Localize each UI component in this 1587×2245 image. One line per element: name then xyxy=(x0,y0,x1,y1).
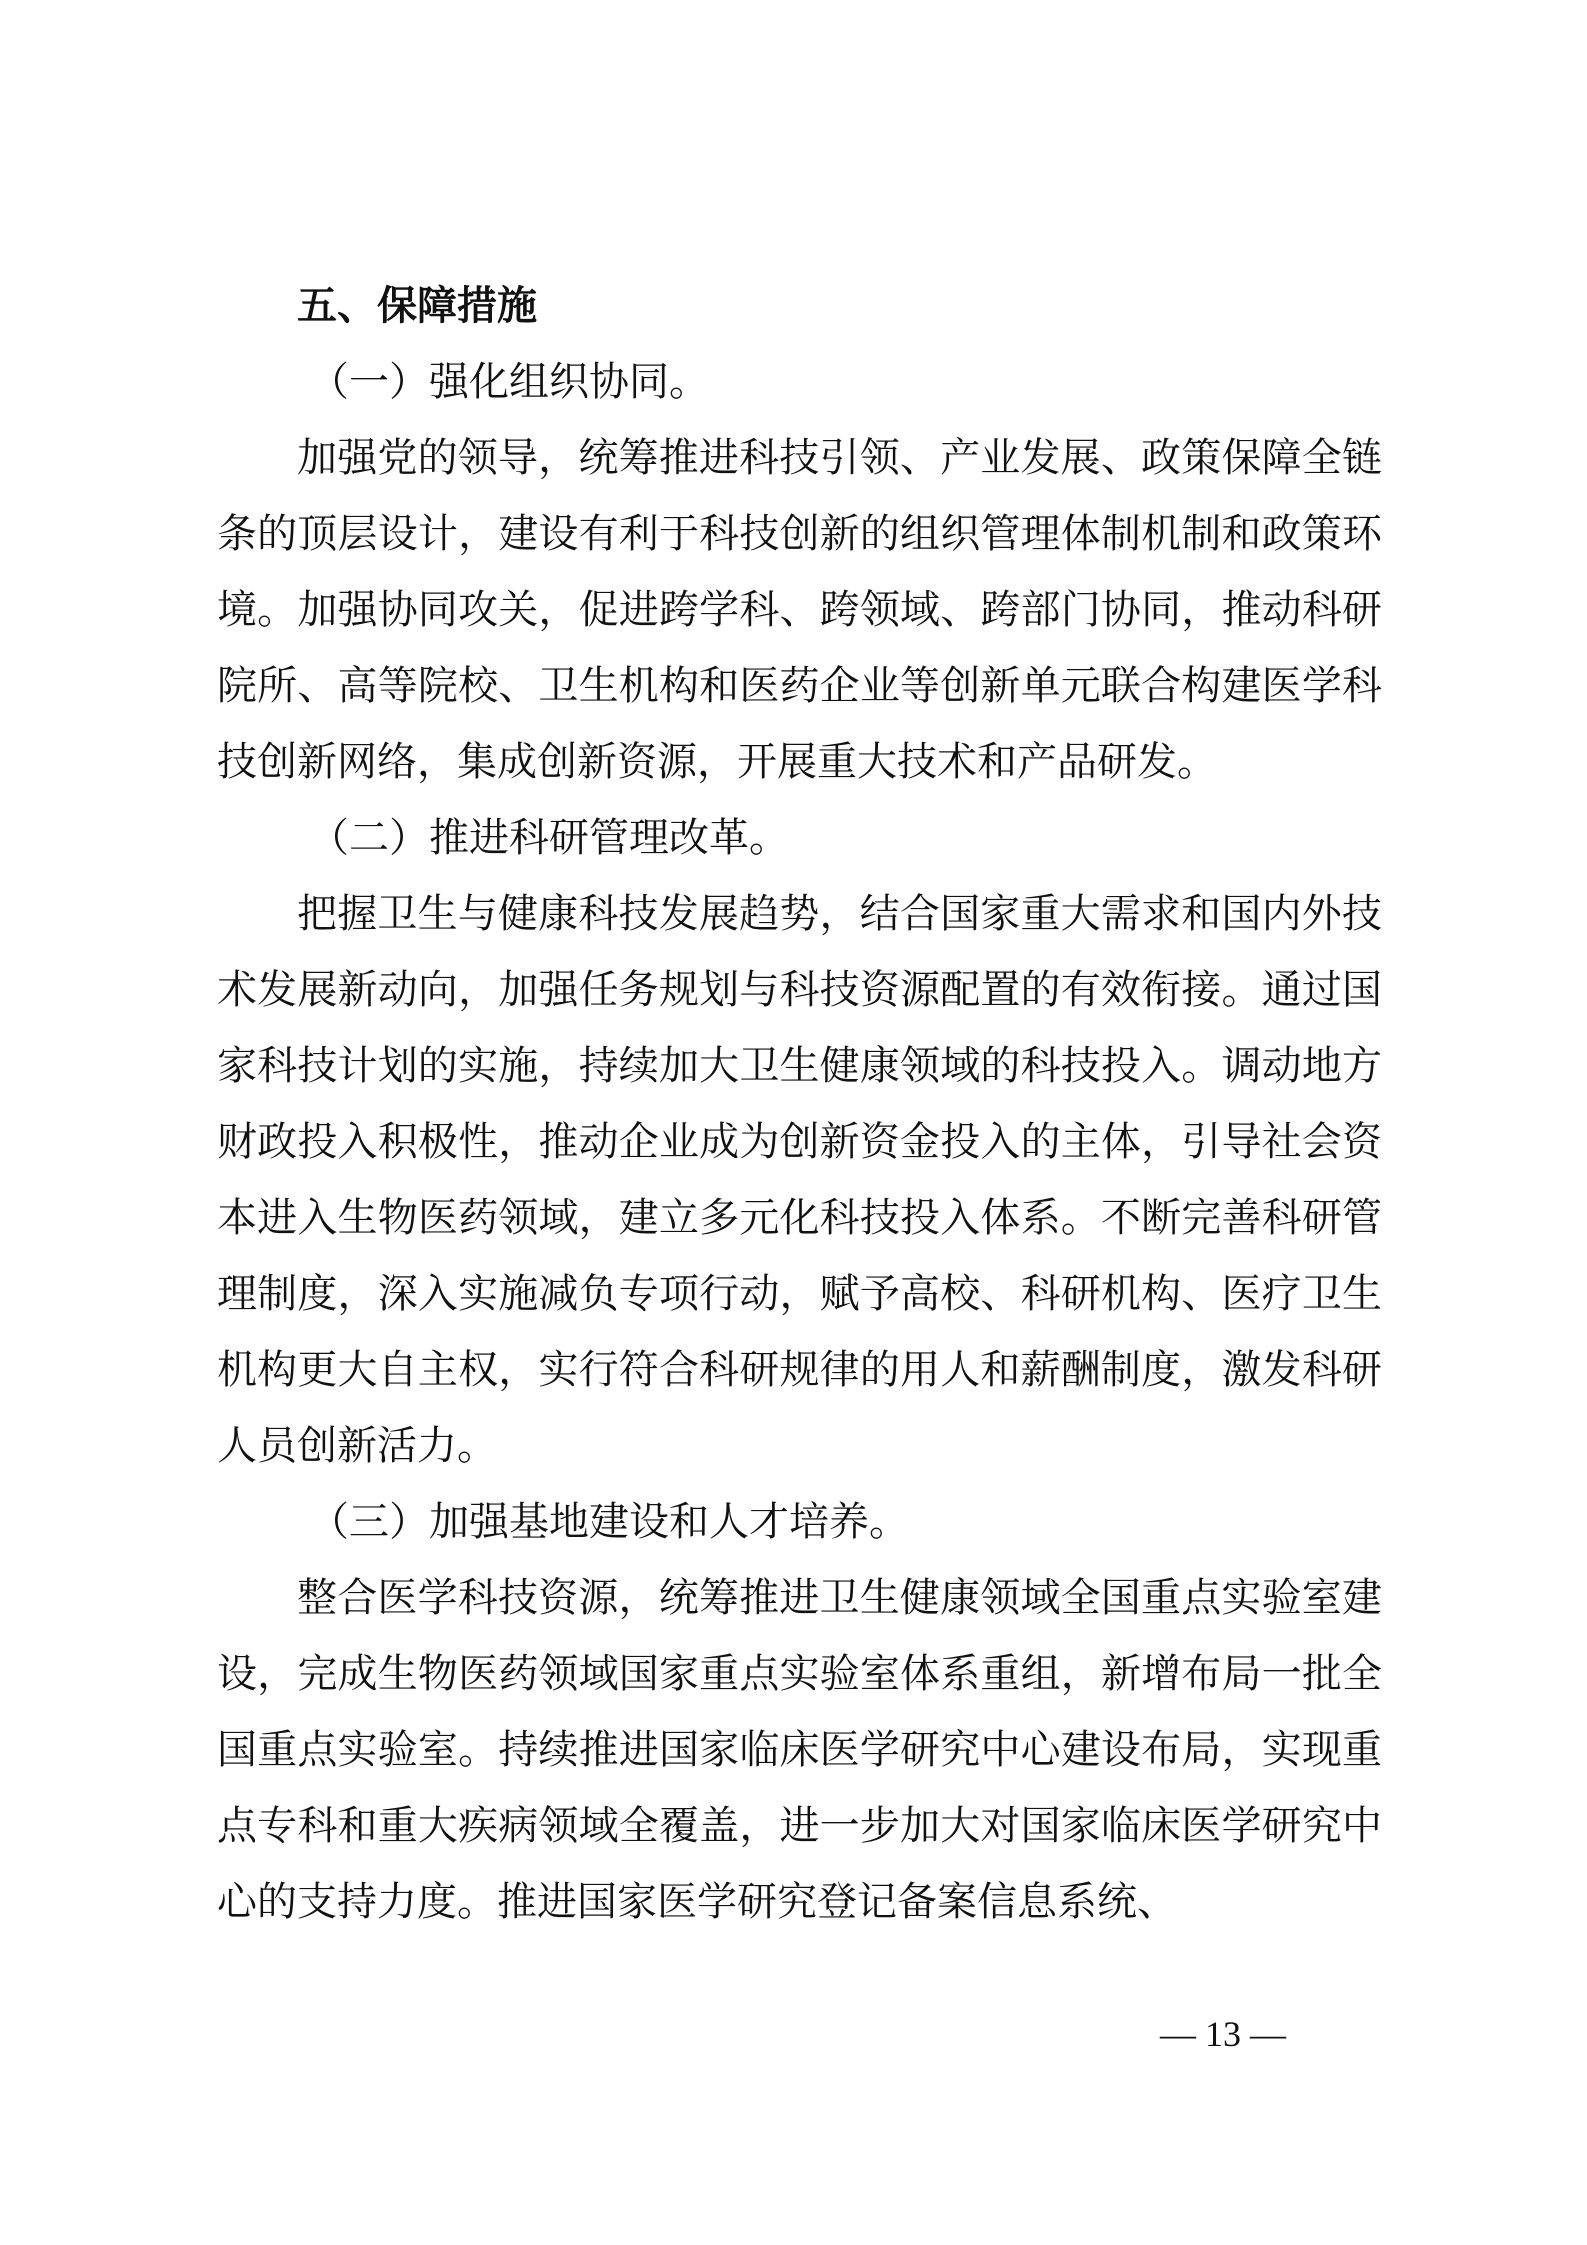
subsection-heading-2: （二）推进科研管理改革。 xyxy=(309,815,789,861)
subsection-heading-1: （一）强化组织协同。 xyxy=(309,359,709,405)
subsection-body-3: 整合医学科技资源，统筹推进卫生健康领域全国重点实验室建设，完成生物医药领域国家重点实验室体系重组，新增布局一批全国重点实验室。持续推进国家临床医学研究中心建设布局，实现重点专科和重大疾病领域全覆盖，进一步加大对国家临床医学研究中心的支持力度。推进国家医学研究登记备案信息系统、 xyxy=(217,1575,1382,1925)
subsection-body-2: 把握卫生与健康科技发展趋势，结合国家重大需求和国内外技术发展新动向，加强任务规划与科技资源配置的有效衔接。通过国家科技计划的实施，持续加大卫生健康领域的科技投入。调动地方财政投入积极性，推动企业成为创新资金投入的主体，引导社会资本进入生物医药领域，建立多元化科技投入体系。不断完善科研管理制度，深入实施减负专项行动，赋予高校、科研机构、医疗卫生机构更大自主权，实行符合科研规律的用人和薪酬制度，激发科研人员创新活力。 xyxy=(217,891,1382,1469)
document-body xyxy=(217,268,1382,1940)
section-title: 五、保障措施 xyxy=(297,283,537,329)
subsection-body-1: 加强党的领导，统筹推进科技引领、产业发展、政策保障全链条的顶层设计，建设有利于科技创新的组织管理体制机制和政策环境。加强协同攻关，促进跨学科、跨领域、跨部门协同，推动科研院所、高等院校、卫生机构和医药企业等创新单元联合构建医学科技创新网络，集成创新资源，开展重大技术和产品研发。 xyxy=(217,435,1382,785)
page-number: — 13 — xyxy=(1160,2014,1286,2054)
subsection-heading-3: （三）加强基地建设和人才培养。 xyxy=(309,1499,909,1545)
